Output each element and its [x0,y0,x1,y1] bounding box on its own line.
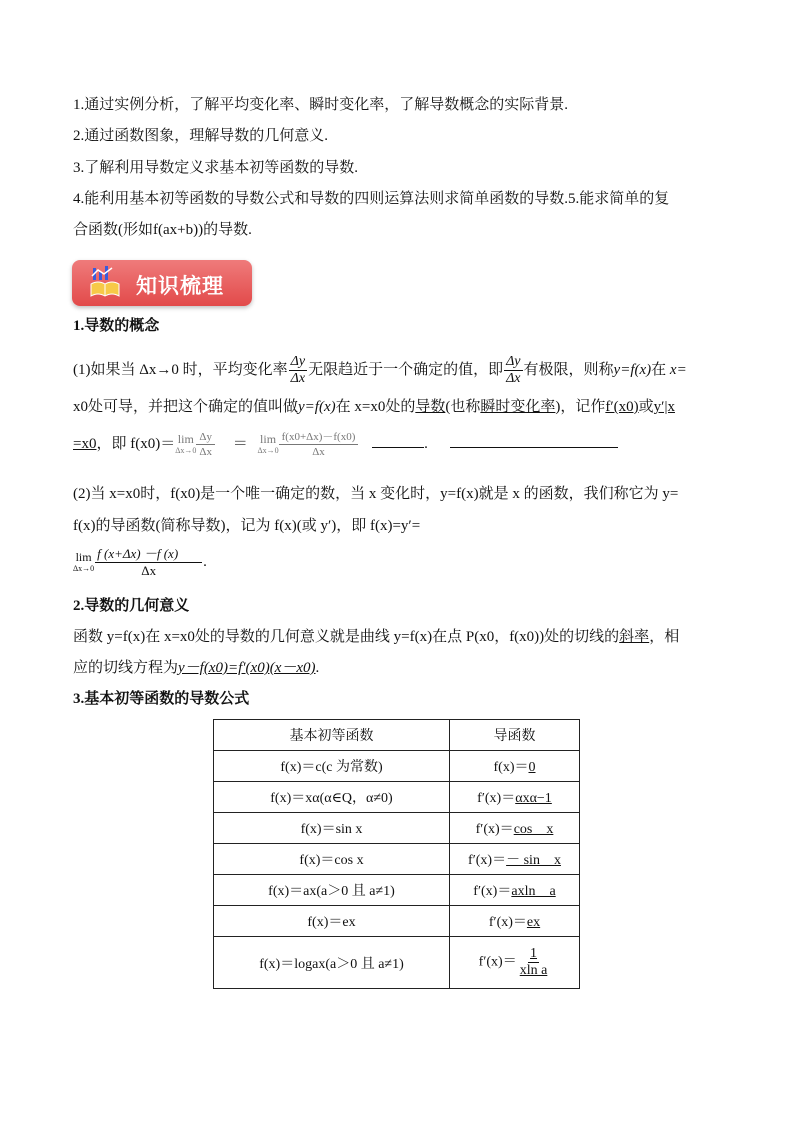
table-cell: f(x)＝xα(α∈Q，α≠0) [214,782,450,813]
section1-line1: (1)如果当 Δx→0 时，平均变化率 $\frac{\Delta y}{\Delta x}$ 无限趋近于一个确定的值，即 $\frac{\Delta y}{\Delta x}$ 有极限，则称y=f(x)在 x= [73,354,687,386]
section1-line2: x0处可导，并把这个确定的值叫做y=f(x)在 x=x0处的导数(也称瞬时变化率)，记作f′(x0)或y′|x [73,399,675,415]
table-cell: f′(x)＝ex [450,906,580,937]
table-cell: f′(x)＝cos x [450,813,580,844]
limit-1: lim Δx→0 [175,431,197,455]
table-cell: f(x)＝sin x [214,813,450,844]
table-cell: f(x)＝0 [450,751,580,782]
table-row [214,875,580,906]
table-cell: f′(x)＝axln a [450,875,580,906]
derivative-fraction: $\frac{f (x+\Delta x) -f (x)}{\Delta x}$ [95,546,202,579]
table-cell: f(x)＝cos x [214,844,450,875]
limit-fraction: $\frac{f(x0+\Delta x)-f(x0)}{\Delta x}$ [279,430,359,459]
table-header: 导函数 [450,720,580,751]
table-row [214,782,580,813]
table-row [214,751,580,782]
section-banner [72,260,252,306]
table-cell: f(x)＝ax(a＞0 且 a≠1) [214,875,450,906]
section1-line3: =x0，即 f(x0)＝ lim Δx→0 $\frac{\Delta y}{\Delta x}$ ＝ lim Δx→0 $\frac{f(x0+\Delta x)-f(x0)}{\Delta x}$ . [73,430,618,459]
objective-2: 2.通过函数图象，理解导数的几何意义. [73,128,329,144]
table-cell: f′(x)＝ $\frac{1}{\text{xln a}}$ [450,937,580,989]
table-cell: f(x)＝c(c 为常数) [214,751,450,782]
table-row [214,937,580,989]
section1-line5: f(x)的导函数(简称导数)，记为 f(x)(或 y′)，即 f(x)=y′= [73,518,421,534]
section1-line6: lim Δx→0 $\frac{f (x+\Delta x) -f (x)}{\Delta x}$ . [73,546,207,578]
table-header-row [214,720,580,751]
table-row [214,813,580,844]
section1-line4: (2)当 x=x0时，f(x0)是一个唯一确定的数，当 x 变化时，y=f(x)就是 x 的函数，我们称它为 y= [73,486,679,502]
banner-title: 知识梳理 [136,275,224,298]
section1-heading: 1.导数的概念 [73,318,160,334]
log-derivative-fraction: $\frac{1}{\text{xln a}}$ [519,946,548,978]
fraction-dy-dx: $\frac{\Delta y}{\Delta x}$ [290,354,306,386]
fraction-dy-dx-2: $\frac{\Delta y}{\Delta x}$ [506,354,521,386]
section2-line2: 应的切线方程为y－f(x0)=f′(x0)(x－x0). [73,660,320,676]
table-cell: f′(x)＝－ sin x [450,844,580,875]
objective-3: 3.了解利用导数定义求基本初等函数的导数. [73,160,359,176]
limit-2: lim Δx→0 [257,431,279,455]
section3-heading: 3.基本初等函数的导数公式 [73,691,250,707]
section2-line1: 函数 y=f(x)在 x=x0处的导数的几何意义就是曲线 y=f(x)在点 P(x0，f(x0))处的切线的斜率，相 [73,629,680,645]
table-header: 基本初等函数 [214,720,450,751]
book-chart-icon [90,266,120,300]
table-row [214,906,580,937]
table-cell: f(x)＝logax(a＞0 且 a≠1) [214,937,450,989]
objective-5: 合函数(形如f(ax+b))的导数. [73,222,252,238]
objective-1: 1.通过实例分析，了解平均变化率、瞬时变化率，了解导数概念的实际背景. [73,97,569,113]
section2-heading: 2.导数的几何意义 [73,598,190,614]
derivative-table [213,719,580,989]
table-row [214,844,580,875]
table-cell: f′(x)＝αxα−1 [450,782,580,813]
table-cell: f(x)＝ex [214,906,450,937]
objective-4: 4.能利用基本初等函数的导数公式和导数的四则运算法则求简单函数的导数.5.能求简单的复 [73,191,670,207]
